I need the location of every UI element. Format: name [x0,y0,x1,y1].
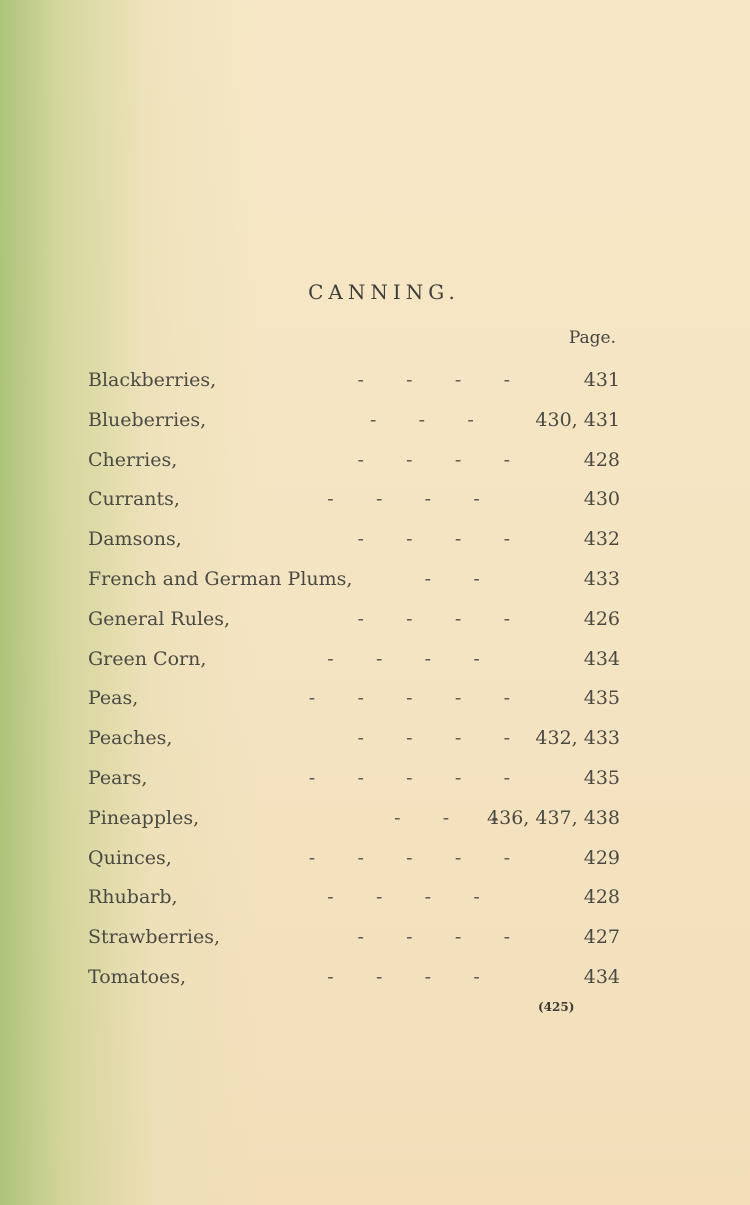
page-number: (425) [538,1000,575,1014]
index-entry [88,565,620,605]
entry-name: Pineapples, [88,806,200,829]
index-entry [88,605,620,645]
index-entry [88,366,620,406]
entry-name: Blackberries, [88,369,217,391]
dot-leader: - - - [369,408,510,431]
index-entry [88,525,620,565]
index-entry [88,446,620,486]
entry-pages: 430, 431 [535,408,620,431]
index-entry [88,883,620,923]
entry-pages: 428 [583,886,620,909]
entry-name: Rhubarb, [88,886,178,909]
index-entry [88,804,620,844]
entry-pages: 429 [583,846,620,869]
entry-pages: 430 [583,488,620,511]
entry-pages: 433 [583,567,620,590]
entry-name: Cherries, [88,448,178,471]
dot-leader: - - - - - [308,846,510,869]
dot-leader: - - - - [357,369,510,391]
entry-pages: 435 [583,687,620,710]
entry-pages: 426 [583,607,620,630]
entry-name: General Rules, [88,607,231,630]
index-entry [88,724,620,764]
index-entry [88,764,620,804]
index-entry [88,406,620,446]
dot-leader: - - - - [327,488,510,511]
dot-leader: - - - - [357,528,510,551]
page-column-header: Page. [568,328,616,348]
entry-pages: 436, 437, 438 [487,806,620,829]
entry-name: Blueberries, [88,408,207,431]
entry-pages: 428 [583,448,620,471]
index-entry [88,923,620,963]
entry-pages: 434 [583,965,620,988]
dot-leader: - - - - - [308,766,510,789]
entry-name: Currants, [88,488,180,511]
entry-name: Peaches, [88,727,173,750]
dot-leader: - - [424,567,510,590]
entry-name: Quinces, [88,846,172,869]
dot-leader: - - - - - [308,687,510,710]
index-entry [88,485,620,525]
entry-name: Pears, [88,766,148,789]
entry-pages: 434 [583,647,620,670]
dot-leader: - - - - [357,727,510,750]
entry-name: Strawberries, [88,926,221,949]
index-entry [88,684,620,724]
entry-name: Green Corn, [88,647,207,670]
dot-leader: - - - - [327,965,510,988]
index-entry [88,963,620,1003]
dot-leader: - - - - [357,607,510,630]
entry-pages: 432, 433 [535,727,620,750]
entry-pages: 432 [583,528,620,551]
dot-leader: - - - [394,806,510,829]
dot-leader: - - - - [327,886,510,909]
entry-name: Peas, [88,687,139,710]
entry-name: Tomatoes, [88,965,187,988]
entry-pages: 435 [583,766,620,789]
entry-name: French and German Plums, [88,567,353,590]
entry-name: Damsons, [88,528,182,551]
section-title: CANNING. [308,280,460,304]
index-entry [88,844,620,884]
entry-pages: 427 [583,926,620,949]
index-entry [88,645,620,685]
index-entries [88,366,620,1003]
dot-leader: - - - - [357,448,510,471]
dot-leader: - - - - [327,647,510,670]
dot-leader: - - - - [357,926,510,949]
entry-pages: 431 [583,369,620,391]
